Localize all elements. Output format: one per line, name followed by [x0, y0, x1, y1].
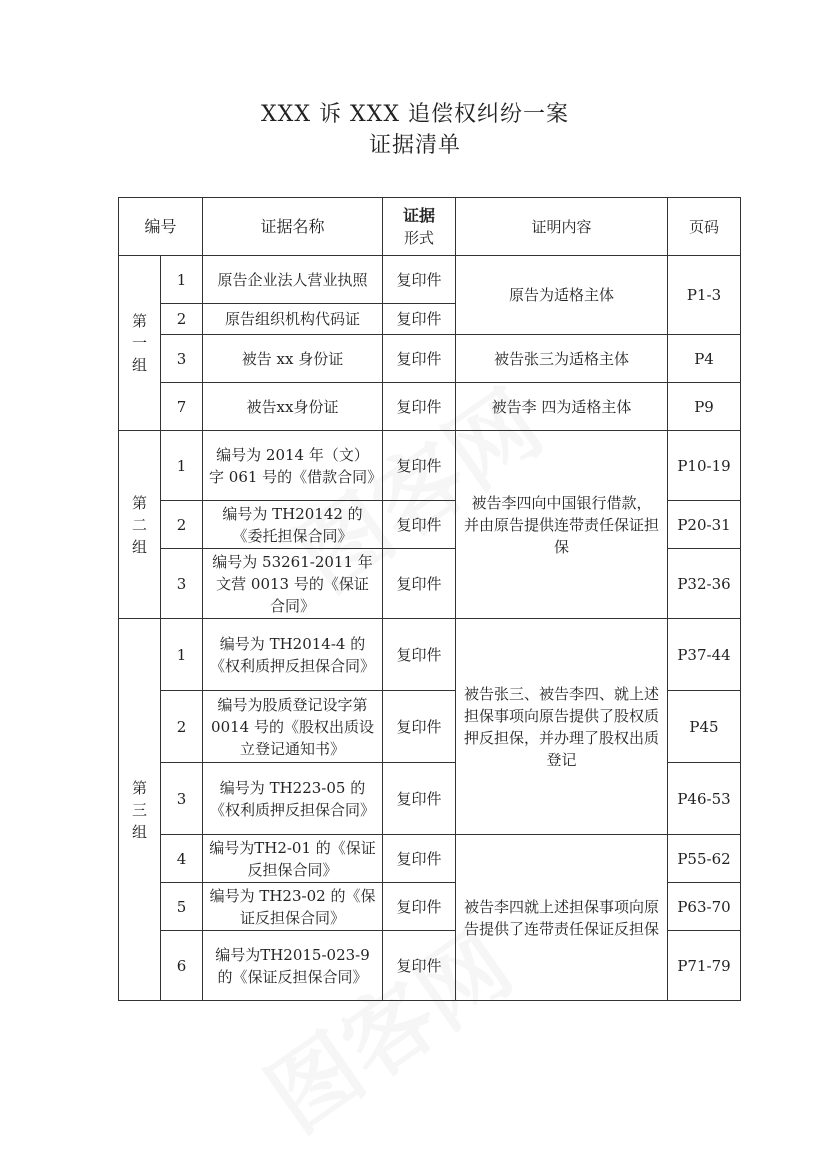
- row-number: 3: [161, 549, 203, 619]
- header-form: [383, 198, 456, 256]
- row-page: P32-36: [668, 549, 741, 619]
- group-label: 第二组: [119, 431, 161, 619]
- document-title: XXX 诉 XXX 追偿权纠纷一案: [261, 102, 569, 127]
- row-form: 复印件: [383, 763, 456, 835]
- row-name: 编号为 2014 年（文）字 061 号的《借款合同》: [203, 431, 383, 501]
- header-form-top: 证据: [403, 205, 436, 225]
- row-page: P45: [668, 691, 741, 763]
- row-name: 编号为 53261-2011 年文营 0013 号的《保证合同》: [203, 549, 383, 619]
- row-form: 复印件: [383, 383, 456, 431]
- row-form: 复印件: [383, 501, 456, 549]
- header-name: 证据名称: [203, 198, 383, 256]
- header-number: 编号: [119, 198, 203, 256]
- row-number: 1: [161, 256, 203, 304]
- header-form-bottom: 形式: [404, 228, 435, 247]
- row-number: 1: [161, 619, 203, 691]
- row-page: P10-19: [668, 431, 741, 501]
- row-page: P20-31: [668, 501, 741, 549]
- row-number: 7: [161, 383, 203, 431]
- row-name: 编号为 TH20142 的《委托担保合同》: [203, 501, 383, 549]
- row-content: 被告李四向中国银行借款， 并由原告提供连带责任保证担保: [456, 431, 668, 619]
- table-header-row: [119, 198, 741, 256]
- row-page: P1-3: [668, 256, 741, 335]
- row-page: P55-62: [668, 835, 741, 883]
- row-form: 复印件: [383, 304, 456, 335]
- row-name: 被告xx身份证: [203, 383, 383, 431]
- row-number: 5: [161, 883, 203, 931]
- row-number: 2: [161, 501, 203, 549]
- row-number: 2: [161, 691, 203, 763]
- row-form: 复印件: [383, 256, 456, 304]
- row-page: P71-79: [668, 931, 741, 1001]
- row-form: 复印件: [383, 931, 456, 1001]
- header-page: 页码: [668, 198, 741, 256]
- group-label: 第一组: [119, 256, 161, 431]
- row-number: 3: [161, 335, 203, 383]
- table-row: [119, 835, 741, 883]
- header-content: 证明内容: [456, 198, 668, 256]
- row-form: 复印件: [383, 883, 456, 931]
- row-page: P46-53: [668, 763, 741, 835]
- row-name: 编号为 TH2014-4 的《权利质押反担保合同》: [203, 619, 383, 691]
- row-number: 3: [161, 763, 203, 835]
- row-content: 被告张三为适格主体: [456, 335, 668, 383]
- group-label: 第三组: [119, 619, 161, 1001]
- table-row: [119, 256, 741, 304]
- row-name: 原告企业法人营业执照: [203, 256, 383, 304]
- row-content: 被告张三、被告李四、就上述担保事项向原告提供了股权质押反担保，并办理了股权出质登记: [456, 619, 668, 835]
- row-form: 复印件: [383, 691, 456, 763]
- row-name: 原告组织机构代码证: [203, 304, 383, 335]
- row-page: P63-70: [668, 883, 741, 931]
- row-number: 6: [161, 931, 203, 1001]
- row-content: 被告李 四为适格主体: [456, 383, 668, 431]
- row-form: 复印件: [383, 619, 456, 691]
- row-name: 编号为股质登记设字第 0014 号的《股权出质设立登记通知书》: [203, 691, 383, 763]
- row-page: P4: [668, 335, 741, 383]
- row-name: 被告 xx 身份证: [203, 335, 383, 383]
- row-form: 复印件: [383, 549, 456, 619]
- row-name: 编号为 TH23-02 的《保证反担保合同》: [203, 883, 383, 931]
- row-name: 编号为 TH223-05 的《权利质押反担保合同》: [203, 763, 383, 835]
- row-page: P37-44: [668, 619, 741, 691]
- table-row: [119, 383, 741, 431]
- row-number: 2: [161, 304, 203, 335]
- table-row: [119, 431, 741, 501]
- row-content: 被告李四就上述担保事项向原告提供了连带责任保证反担保: [456, 835, 668, 1001]
- table-row: [119, 619, 741, 691]
- document-subtitle: 证据清单: [368, 133, 461, 158]
- row-form: 复印件: [383, 335, 456, 383]
- row-form: 复印件: [383, 431, 456, 501]
- row-content: 原告为适格主体: [456, 256, 668, 335]
- row-number: 4: [161, 835, 203, 883]
- row-name: 编号为TH2-01 的《保证反担保合同》: [203, 835, 383, 883]
- row-page: P9: [668, 383, 741, 431]
- row-name: 编号为TH2015-023-9 的《保证反担保合同》: [203, 931, 383, 1001]
- evidence-table: [118, 197, 741, 1001]
- table-row: [119, 335, 741, 383]
- row-form: 复印件: [383, 835, 456, 883]
- row-number: 1: [161, 431, 203, 501]
